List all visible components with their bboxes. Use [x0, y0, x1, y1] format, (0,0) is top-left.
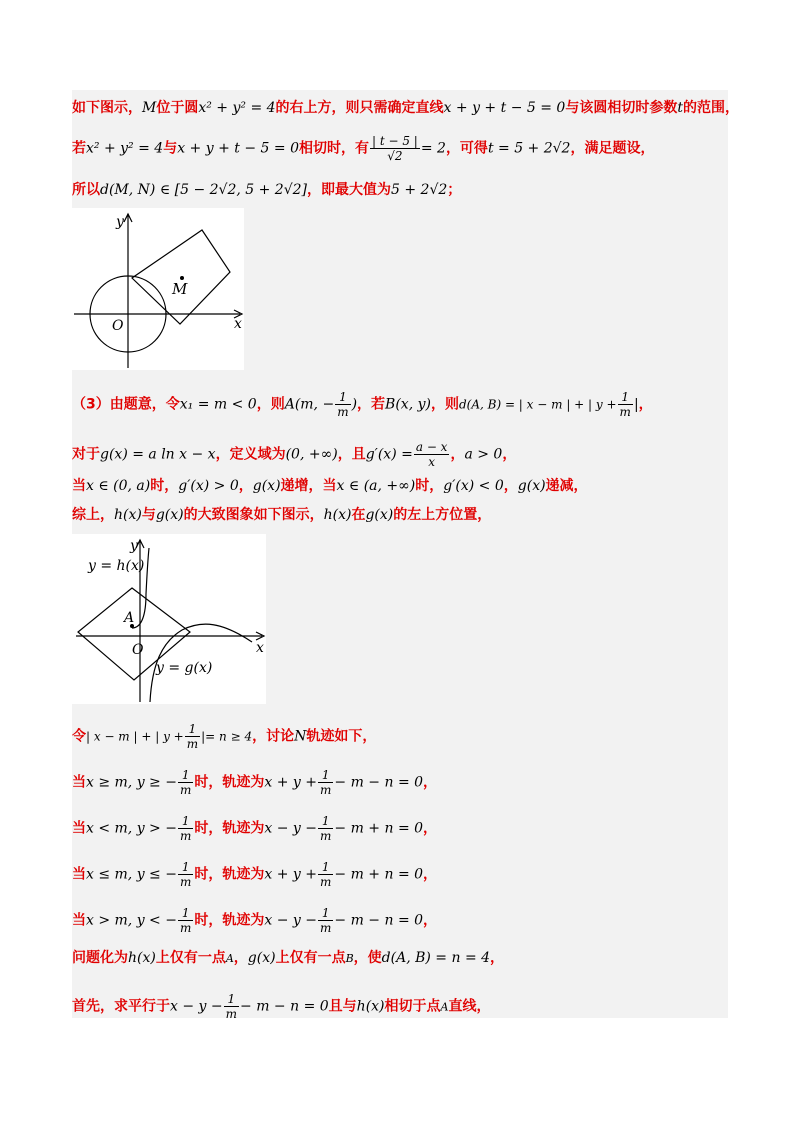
- fraction-denominator: m: [337, 405, 349, 419]
- fraction-numerator: 1: [224, 992, 239, 1007]
- text-segment: ，: [423, 912, 438, 929]
- math-expression: − m − n = 0: [334, 774, 424, 791]
- text-segment: ；: [447, 182, 462, 198]
- text-segment: 与: [163, 140, 178, 157]
- text-segment: 令: [72, 728, 86, 745]
- math-expression: x² + y² = 4: [198, 100, 276, 116]
- math-expression: t: [677, 100, 683, 116]
- fraction-numerator: 1: [178, 768, 193, 783]
- text-segment: 位于圆: [156, 100, 199, 116]
- text-segment: 时，轨迹为: [194, 774, 265, 791]
- text-segment: 上仅有一点: [275, 950, 346, 966]
- math-expression: g(x): [247, 950, 276, 966]
- math-expression: x² + y² = 4: [86, 140, 164, 157]
- math-expression: x > m, y < −: [86, 912, 177, 929]
- text-segment: ，: [490, 950, 505, 966]
- math-expression: h(x): [356, 998, 385, 1015]
- text-segment: 与该圆相切时参数: [565, 100, 678, 116]
- text-segment: 时，: [415, 478, 444, 494]
- text-segment: ，则: [256, 396, 285, 413]
- text-segment: ，使: [353, 950, 382, 966]
- math-expression: A: [225, 952, 234, 965]
- text-segment: 对于: [72, 446, 100, 463]
- fraction: [224, 992, 239, 1021]
- text-segment: 递增，当: [280, 478, 337, 494]
- text-segment: ，即最大值为: [307, 182, 392, 198]
- text-segment: 时，轨迹为: [194, 866, 265, 883]
- fraction: [370, 134, 420, 163]
- math-expression: | x − m | + | y +: [86, 729, 184, 744]
- fraction: [185, 722, 200, 751]
- fraction-numerator: 1: [178, 906, 193, 921]
- fraction-numerator: 1: [178, 814, 193, 829]
- text-segment: 的右上方，则只需确定直线: [275, 100, 444, 116]
- fraction: [178, 768, 193, 797]
- fraction-denominator: m: [225, 1007, 238, 1021]
- point-m-label: M: [172, 280, 188, 298]
- math-expression: g(x) = a ln x − x: [100, 446, 216, 463]
- text-segment: ，: [502, 446, 517, 463]
- figure-circle-square: [72, 208, 244, 370]
- text-segment: ，则: [430, 396, 459, 413]
- math-expression: g′(x) > 0: [178, 478, 239, 494]
- math-expression: B: [345, 952, 354, 965]
- text-segment: （3）由题意，令: [72, 396, 180, 413]
- fraction-numerator: 1: [618, 390, 633, 405]
- math-expression: x < m, y > −: [86, 820, 177, 837]
- fraction-denominator: m: [179, 875, 192, 889]
- text-segment: 当: [72, 774, 86, 791]
- math-expression: x − y −: [264, 912, 317, 929]
- math-expression: h(x): [114, 507, 142, 523]
- text-line-4: [72, 390, 653, 419]
- text-segment: ，满足题设，: [570, 140, 655, 157]
- fraction-numerator: 1: [318, 906, 333, 921]
- text-segment: ，且: [337, 446, 366, 463]
- math-expression: x ∈ (a, +∞): [336, 478, 416, 494]
- fraction-numerator: | t − 5 |: [371, 134, 418, 148]
- math-expression: a > 0: [464, 446, 503, 463]
- text-segment: 时，: [150, 478, 179, 494]
- fraction-denominator: m: [186, 737, 199, 751]
- text-segment: 当: [72, 478, 86, 494]
- math-expression: 5 + 2√2: [391, 182, 448, 198]
- text-line-13: [72, 948, 504, 969]
- text-segment: ，讨论: [252, 728, 295, 745]
- math-expression: B(x, y): [385, 396, 431, 413]
- fraction: [178, 814, 193, 843]
- text-segment: 在: [351, 507, 366, 523]
- text-segment: 当: [72, 912, 86, 929]
- fraction-numerator: 1: [318, 768, 333, 783]
- text-segment: 时，轨迹为: [194, 912, 265, 929]
- text-segment: 的大致图象如下图示，: [183, 507, 324, 523]
- fraction: [318, 814, 333, 843]
- text-line-8: [72, 722, 376, 751]
- figure-1-svg: [72, 208, 244, 370]
- text-segment: 的范围，: [682, 100, 739, 116]
- text-segment: 的左上方位置，: [393, 507, 492, 523]
- fraction-numerator: 1: [185, 722, 200, 737]
- fraction-denominator: x: [428, 455, 436, 469]
- math-expression: x − y −: [264, 820, 317, 837]
- math-expression: M: [142, 100, 157, 116]
- text-segment: 所以: [72, 182, 100, 198]
- fraction-numerator: 1: [318, 860, 333, 875]
- fraction: [318, 768, 333, 797]
- math-expression: − m + n = 0: [334, 866, 424, 883]
- origin-label: O: [112, 318, 124, 334]
- math-expression: x − y −: [170, 998, 223, 1015]
- fraction: [335, 390, 350, 419]
- text-line-12: [72, 906, 437, 935]
- text-segment: 当: [72, 866, 86, 883]
- y-axis-label: y: [130, 538, 138, 554]
- math-expression: g(x): [365, 507, 394, 523]
- fraction: [178, 860, 193, 889]
- text-segment: 直线，: [448, 998, 491, 1015]
- text-segment: ，: [423, 774, 438, 791]
- math-expression: g′(x) < 0: [443, 478, 504, 494]
- fraction-numerator: 1: [318, 814, 333, 829]
- math-expression: x ≥ m, y ≥ −: [86, 774, 177, 791]
- math-expression: d(M, N) ∈ [5 − 2√2, 5 + 2√2]: [100, 182, 308, 198]
- fraction-numerator: a − x: [415, 440, 448, 454]
- text-line-1: [72, 98, 739, 118]
- fraction: [178, 906, 193, 935]
- fraction-denominator: m: [179, 921, 192, 935]
- fraction: [414, 440, 450, 469]
- x-axis-label: x: [234, 316, 242, 332]
- math-expression: A(m, −: [284, 396, 335, 413]
- text-segment: 综上，: [72, 507, 114, 523]
- text-segment: 首先，求平行于: [72, 998, 170, 1015]
- text-segment: ，: [233, 950, 248, 966]
- text-line-11: [72, 860, 437, 889]
- math-expression: − m − n = 0: [334, 912, 424, 929]
- text-segment: 轨迹如下，: [306, 728, 377, 745]
- math-expression: |: [633, 396, 639, 413]
- text-segment: 递减，: [545, 478, 588, 494]
- text-segment: 相切于点: [384, 998, 441, 1015]
- fraction: [618, 390, 633, 419]
- math-expression: = 2: [420, 140, 446, 157]
- text-segment: 若: [72, 140, 86, 157]
- text-line-10: [72, 814, 437, 843]
- fraction-denominator: m: [320, 829, 332, 843]
- figure-2-svg: [72, 534, 266, 704]
- math-expression: x + y + t − 5 = 0: [177, 140, 299, 157]
- text-line-5: [72, 440, 516, 469]
- math-expression: h(x): [128, 950, 156, 966]
- math-expression: N: [294, 728, 307, 745]
- y-axis-label: y: [116, 214, 124, 230]
- fraction-denominator: m: [320, 875, 332, 889]
- text-segment: ，: [450, 446, 465, 463]
- text-segment: 且与: [328, 998, 357, 1015]
- fraction-denominator: m: [320, 783, 332, 797]
- text-segment: ，: [503, 478, 518, 494]
- text-segment: 时，轨迹为: [194, 820, 265, 837]
- math-expression: g′(x) =: [365, 446, 413, 463]
- text-line-6: [72, 476, 588, 496]
- math-expression: − m − n = 0: [240, 998, 329, 1015]
- text-segment: 相切时，有: [298, 140, 369, 157]
- math-expression: x + y + t − 5 = 0: [443, 100, 566, 116]
- text-line-14: [72, 992, 490, 1021]
- fraction-numerator: 1: [178, 860, 193, 875]
- text-segment: 问题化为: [72, 950, 128, 966]
- text-segment: ，可得: [445, 140, 488, 157]
- math-expression: d(A, B) = | x − m | + | y +: [458, 397, 617, 412]
- text-segment: ，若: [357, 396, 386, 413]
- math-expression: |= n ≥ 4: [201, 729, 253, 744]
- text-segment: 与: [141, 507, 156, 523]
- math-expression: x + y +: [264, 774, 317, 791]
- h-curve-label: y = h(x): [88, 558, 145, 574]
- math-expression: x₁ = m < 0: [179, 396, 257, 413]
- math-expression: g(x): [252, 478, 281, 494]
- text-line-9: [72, 768, 437, 797]
- math-expression: x ≤ m, y ≤ −: [86, 866, 177, 883]
- fraction: [318, 860, 333, 889]
- x-axis-label: x: [256, 640, 264, 656]
- origin-label: O: [132, 642, 144, 658]
- math-expression: t = 5 + 2√2: [487, 140, 571, 157]
- text-segment: 如下图示，: [72, 100, 142, 116]
- fraction-denominator: m: [179, 829, 192, 843]
- fraction-denominator: m: [619, 405, 631, 419]
- math-expression: h(x): [323, 507, 352, 523]
- fraction-denominator: m: [320, 921, 332, 935]
- math-expression: (0, +∞): [285, 446, 338, 463]
- fraction: [318, 906, 333, 935]
- g-curve-label: y = g(x): [156, 660, 213, 676]
- fraction-denominator: √2: [387, 149, 403, 163]
- text-segment: 上仅有一点: [155, 950, 226, 966]
- figure-function-graphs: [72, 534, 266, 704]
- math-expression: ): [351, 396, 358, 413]
- text-line-7: [72, 505, 491, 525]
- point-a-label: A: [124, 610, 135, 626]
- math-expression: x + y +: [264, 866, 317, 883]
- math-expression: A: [440, 1000, 449, 1014]
- math-expression: − m + n = 0: [334, 820, 424, 837]
- math-expression: x ∈ (0, a): [86, 478, 151, 494]
- text-line-2: [72, 134, 654, 163]
- text-segment: ，: [638, 396, 653, 413]
- math-expression: d(A, B) = n = 4: [381, 950, 491, 966]
- fraction-denominator: m: [179, 783, 192, 797]
- fraction-numerator: 1: [335, 390, 350, 405]
- text-segment: ，: [238, 478, 253, 494]
- math-expression: g(x): [155, 507, 184, 523]
- text-segment: ，: [423, 820, 438, 837]
- text-segment: 当: [72, 820, 86, 837]
- math-expression: g(x): [517, 478, 546, 494]
- text-segment: ，定义域为: [215, 446, 286, 463]
- text-segment: ，: [423, 866, 438, 883]
- text-line-3: [72, 180, 461, 200]
